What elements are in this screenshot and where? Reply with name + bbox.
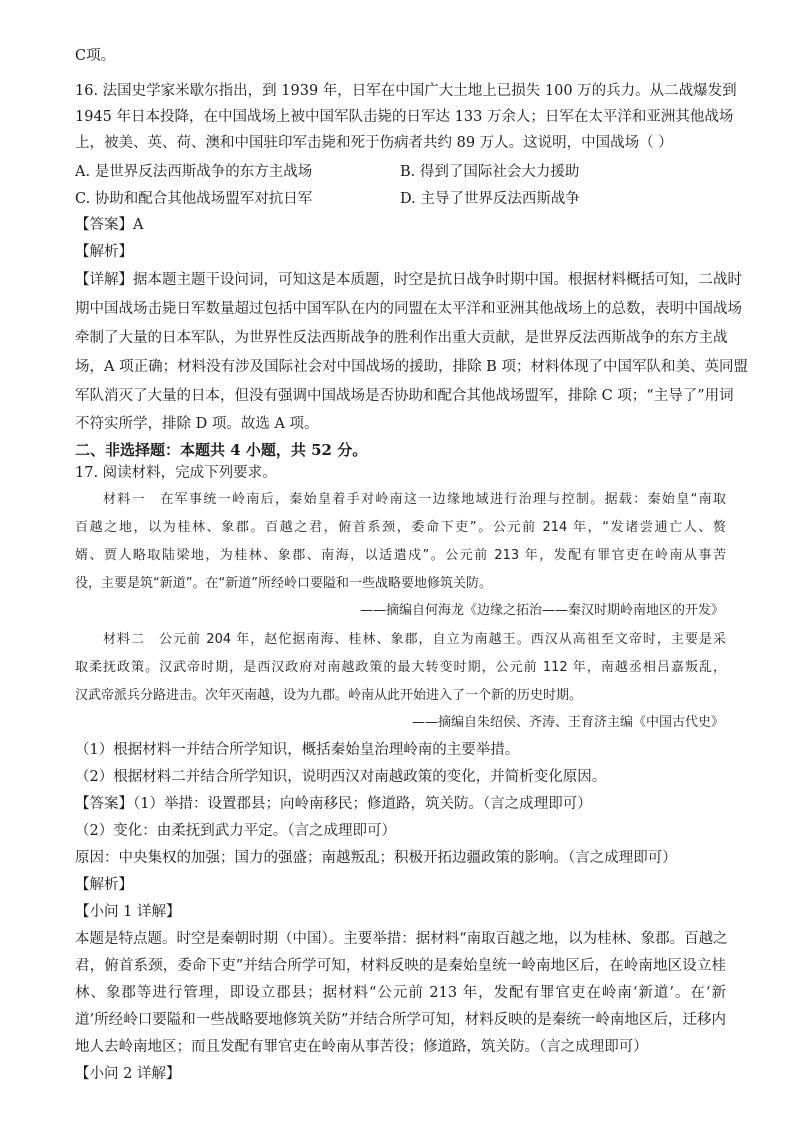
analysis-16-label: 【解析】 — [75, 244, 133, 260]
question-16-stem: 16. 法国史学家米歇尔指出，到 1939 年，日军在中国广大土地上已损失 100 万的兵力。从二战爆发到 — [75, 83, 737, 99]
question-16-stem: 上，被美、英、荷、澳和中国驻印军击毙和死于伤病者共约 89 万人。这说明，中国战场（ ） — [75, 135, 673, 151]
detail-17-1: 林、象郡等进行管理，即设立郡县；据材料“公元前 213 年，发配有罪官吏在岭南‘新道’。在‘新 — [75, 985, 726, 1001]
material-2: 材料二 公元前 204 年，赵佗据南海、桂林、象郡，自立为南越王。西汉从高祖至文帝时，主要是采 — [103, 632, 726, 647]
material-1-source: ——摘编自何海龙《边缘之拓治——秦汉时期岭南地区的开发》 — [359, 603, 724, 618]
material-1: 百越之地，以为桂林、象郡。百越之君，俯首系颈，委命下吏”。公元前 214 年，“发诸尝逋亡人、赘 — [75, 520, 726, 535]
analysis-17-label: 【解析】 — [75, 877, 133, 893]
detail-16: 期中国战场击毙日军数量超过包括中国军队在内的同盟在太平洋和亚洲其他战场上的总数，表明中国战场 — [75, 301, 742, 317]
subquestion-2-heading: 【小问 2 详解】 — [75, 1066, 181, 1082]
material-2-source: ——摘编自朱绍侯、齐涛、王育济主编《中国古代史》 — [411, 715, 724, 730]
detail-16: 【详解】据本题主题干设问词，可知这是本质题，时空是抗日战争时期中国。根据材料概括可知，二战时 — [75, 272, 742, 288]
detail-16: 军队消灭了大量的日本，但没有强调中国战场是否协助和配合其他战场盟军，排除 C 项；“主导了”用词 — [75, 388, 734, 404]
question-17-stem: 17. 阅读材料，完成下列要求。 — [75, 465, 277, 481]
material-2: 汉武帝派兵分路进击。次年灭南越，设为九郡。岭南从此开始进入了一个新的历史时期。 — [75, 688, 583, 703]
subquestion-1-heading: 【小问 1 详解】 — [75, 904, 181, 920]
answer-16: 【答案】A — [75, 217, 144, 233]
material-1: 婿、贾人略取陆梁地，为桂林、象郡、南海，以适遣戍”。公元前 213 年，发配有罪官吏在岭南从事苦 — [75, 548, 726, 563]
material-2: 取柔抚政策。汉武帝时期，是西汉政府对南越政策的最大转变时期，公元前 112 年，南越丞相吕嘉叛乱， — [75, 660, 726, 675]
option-a: A. 是世界反法西斯战争的东方主战场 — [75, 164, 313, 180]
detail-17-1: 君，俯首系颈，委命下吏”并结合所学可知，材料反映的是秦始皇统一岭南地区后，在岭南地区设立桂 — [75, 958, 726, 974]
question-17-1: （1）根据材料一并结合所学知识，概括秦始皇治理岭南的主要举措。 — [75, 742, 520, 758]
question-17-2: （2）根据材料二并结合所学知识，说明西汉对南越政策的变化，并简析变化原因。 — [75, 769, 607, 785]
answer-17: （2）变化：由柔抚到武力平定。（言之成理即可） — [75, 823, 396, 839]
material-1: 役，主要是筑“新道”。在“新道”所经岭口要隘和一些战略要地修筑关防。 — [75, 576, 492, 591]
option-d: D. 主导了世界反法西斯战争 — [400, 191, 580, 207]
option-b: B. 得到了国际社会大力援助 — [400, 164, 580, 180]
section-heading: 二、非选择题：本题共 4 小题，共 52 分。 — [75, 441, 368, 459]
question-16-stem: 1945 年日本投降，在中国战场上被中国军队击毙的日军达 133 万余人；日军在太平洋和亚洲其他战场 — [75, 109, 734, 125]
prev-answer-tail: C项。 — [75, 48, 116, 64]
answer-17: 原因：中央集权的加强；国力的强盛；南越叛乱；积极开拓边疆政策的影响。（言之成理即可） — [75, 850, 677, 866]
material-1: 材料一 在军事统一岭南后，秦始皇着手对岭南这一边缘地域进行治理与控制。据载：秦始皇“南取 — [103, 492, 726, 507]
detail-17-1: 本题是特点题。时空是秦朝时期（中国）。主要举措：据材料“南取百越之地，以为桂林、象郡。百越之 — [75, 931, 728, 947]
detail-17-1: 地人去岭南地区；而且发配有罪官吏在岭南从事苦役；修道路，筑关防。（言之成理即可） — [75, 1039, 648, 1055]
option-c: C. 协助和配合其他战场盟军对抗日军 — [75, 191, 313, 207]
answer-17: 【答案】（1）举措：设置郡县；向岭南移民；修道路，筑关防。（言之成理即可） — [75, 796, 592, 812]
detail-16: 场，A 项正确；材料没有涉及国际社会对中国战场的援助，排除 B 项；材料体现了中国军队和美、英同盟 — [75, 359, 748, 375]
detail-16: 牵制了大量的日本军队，为世界性反法西斯战争的胜利作出重大贡献，是世界反法西斯战争的东方主战 — [75, 330, 728, 346]
detail-16: 不符实所学，排除 D 项。故选 A 项。 — [75, 416, 319, 432]
detail-17-1: 道’所经岭口要隘和一些战略要地修筑关防”并结合所学可知，材料反映的是秦统一岭南地区后，迁移内 — [75, 1012, 726, 1028]
